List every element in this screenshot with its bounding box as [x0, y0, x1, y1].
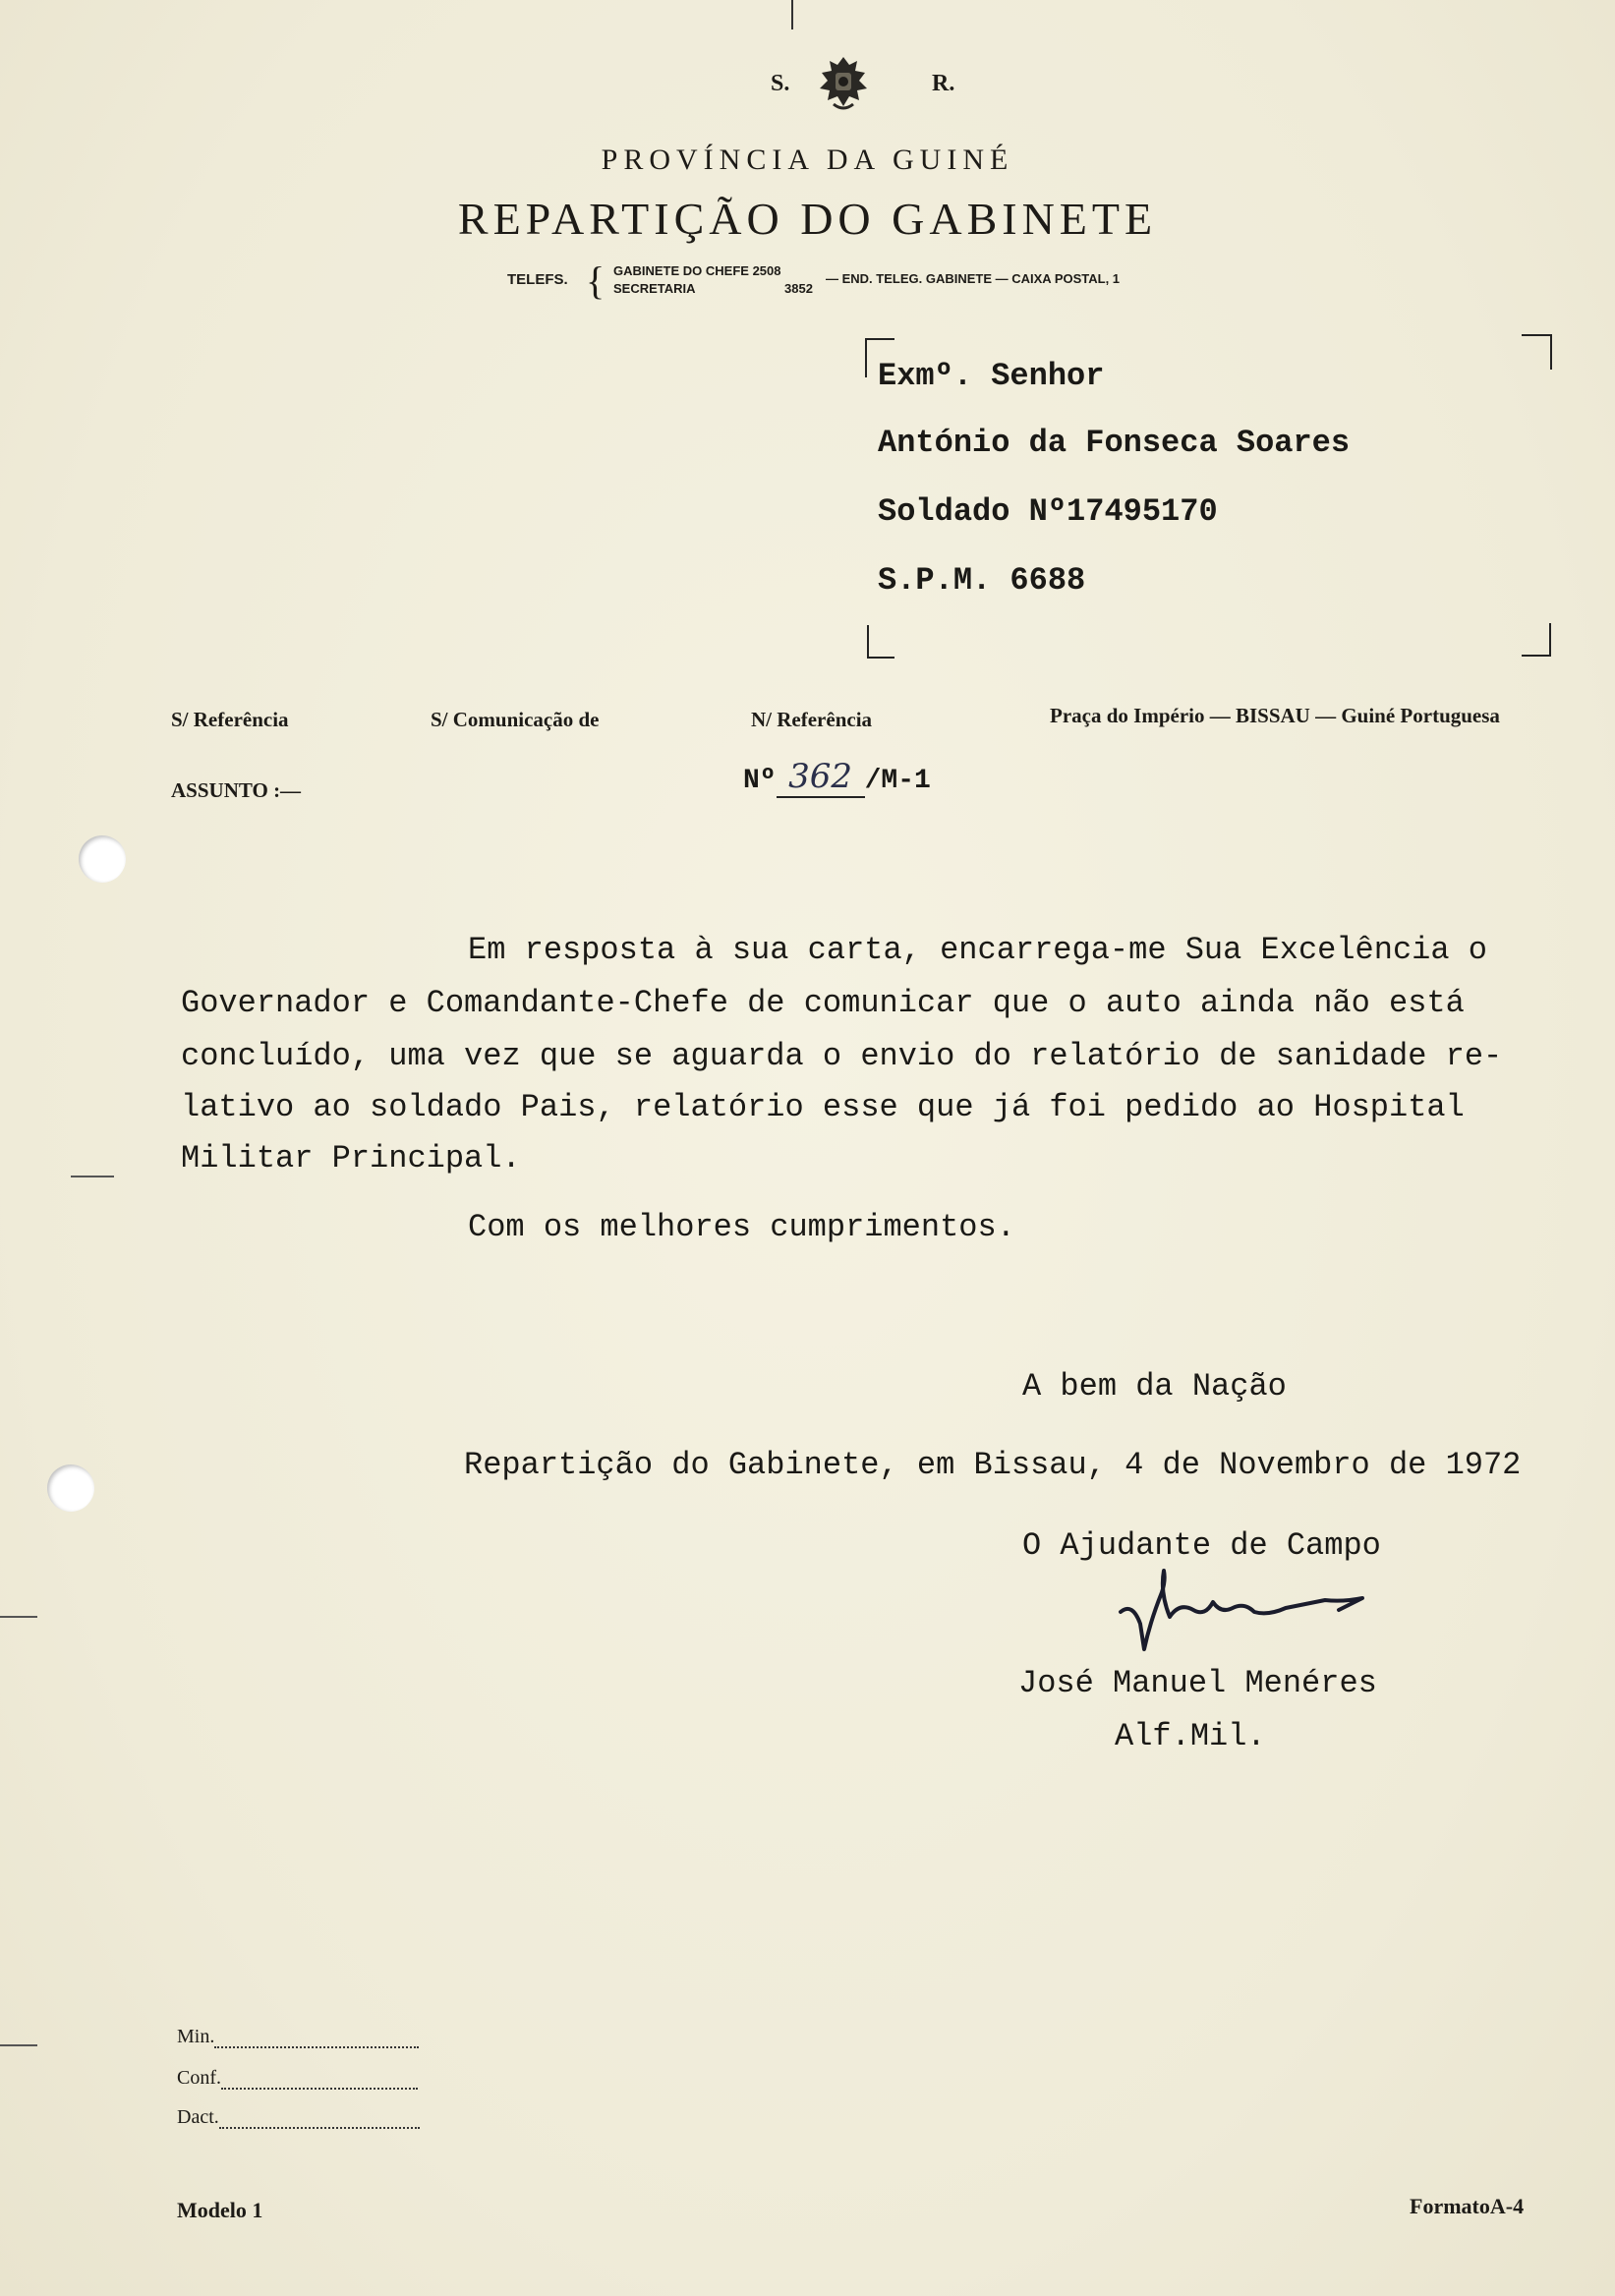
min-label: Min.	[177, 2026, 215, 2047]
window-corner-br-h	[1522, 655, 1551, 657]
conf-line	[221, 2066, 418, 2090]
province-title: PROVÍNCIA DA GUINÉ	[601, 144, 1014, 176]
fold-mark	[791, 0, 793, 29]
addressee-line-1: Exmº. Senhor	[878, 358, 1105, 394]
window-corner-tl	[865, 338, 867, 377]
edge-mark-1	[0, 1616, 37, 1618]
motto: A bem da Nação	[1022, 1368, 1287, 1405]
letterhead-left-initial: S.	[771, 71, 790, 96]
n-referencia-label: N/ Referência	[751, 708, 873, 731]
punch-hole-top	[79, 835, 126, 883]
addressee-line-3: Soldado Nº17495170	[878, 493, 1218, 530]
our-reference	[743, 757, 931, 798]
brace-glyph: {	[586, 258, 606, 303]
phone-number-2: 3852	[784, 281, 813, 296]
conf-field	[177, 2066, 418, 2090]
ref-number-handwritten: 362	[777, 757, 865, 798]
window-corner-tl-h	[865, 338, 894, 340]
body-line-1: Em resposta à sua carta, encarrega-me Sua Excelência o	[468, 932, 1487, 968]
telegraph-line: — END. TELEG. GABINETE — CAIXA POSTAL, 1	[826, 271, 1121, 286]
s-comunicacao-label: S/ Comunicação de	[431, 708, 600, 731]
department-title: REPARTIÇÃO DO GABINETE	[457, 194, 1158, 244]
window-corner-bl-h	[867, 657, 894, 659]
model-label: Modelo 1	[177, 2198, 263, 2222]
window-corner-tr-h	[1522, 334, 1551, 336]
signatory-rank: Alf.Mil.	[1115, 1718, 1266, 1754]
phone-line-1: GABINETE DO CHEFE 2508	[613, 263, 781, 278]
signatory-name: José Manuel Menéres	[1018, 1665, 1377, 1701]
window-corner-bl	[867, 625, 869, 659]
ref-suffix: /M-1	[864, 766, 931, 796]
edge-mark-2	[0, 2044, 37, 2046]
conf-label: Conf.	[177, 2067, 221, 2089]
closing-line: Com os melhores cumprimentos.	[468, 1209, 1015, 1245]
min-field	[177, 2025, 419, 2048]
addressee-line-2: António da Fonseca Soares	[878, 425, 1351, 461]
format-label: FormatoA-4	[1410, 2194, 1525, 2218]
phone-line-2: SECRETARIA	[613, 281, 696, 296]
ref-prefix: Nº	[743, 766, 777, 796]
dact-line	[219, 2105, 420, 2129]
dact-label: Dact.	[177, 2106, 219, 2128]
letterhead-right-initial: R.	[932, 71, 955, 96]
dact-field	[177, 2105, 420, 2129]
handwritten-signature-icon	[1111, 1563, 1386, 1671]
coat-of-arms-icon	[814, 55, 873, 114]
body-line-4: lativo ao soldado Pais, relatório esse que já foi pedido ao Hospital	[181, 1089, 1465, 1125]
addressee-line-4: S.P.M. 6688	[878, 562, 1086, 599]
s-referencia-label: S/ Referência	[171, 708, 289, 731]
window-corner-tr	[1550, 334, 1552, 370]
punch-hole-bottom	[47, 1464, 94, 1512]
body-line-3: concluído, uma vez que se aguarda o envio do relatório de sanidade re-	[181, 1038, 1503, 1074]
body-line-2: Governador e Comandante-Chefe de comunicar que o auto ainda não está	[181, 985, 1465, 1021]
min-line	[214, 2025, 419, 2048]
assunto-label: ASSUNTO :—	[171, 778, 302, 802]
phones-label: TELEFS.	[507, 271, 568, 288]
sender-address: Praça do Império — BISSAU — Guiné Portuguesa	[1050, 704, 1500, 727]
body-line-5: Militar Principal.	[181, 1140, 521, 1177]
window-corner-br	[1549, 623, 1551, 657]
fold-mark-left	[71, 1176, 114, 1177]
signatory-role: O Ajudante de Campo	[1022, 1527, 1381, 1564]
place-date: Repartição do Gabinete, em Bissau, 4 de Novembro de 1972	[464, 1447, 1522, 1483]
